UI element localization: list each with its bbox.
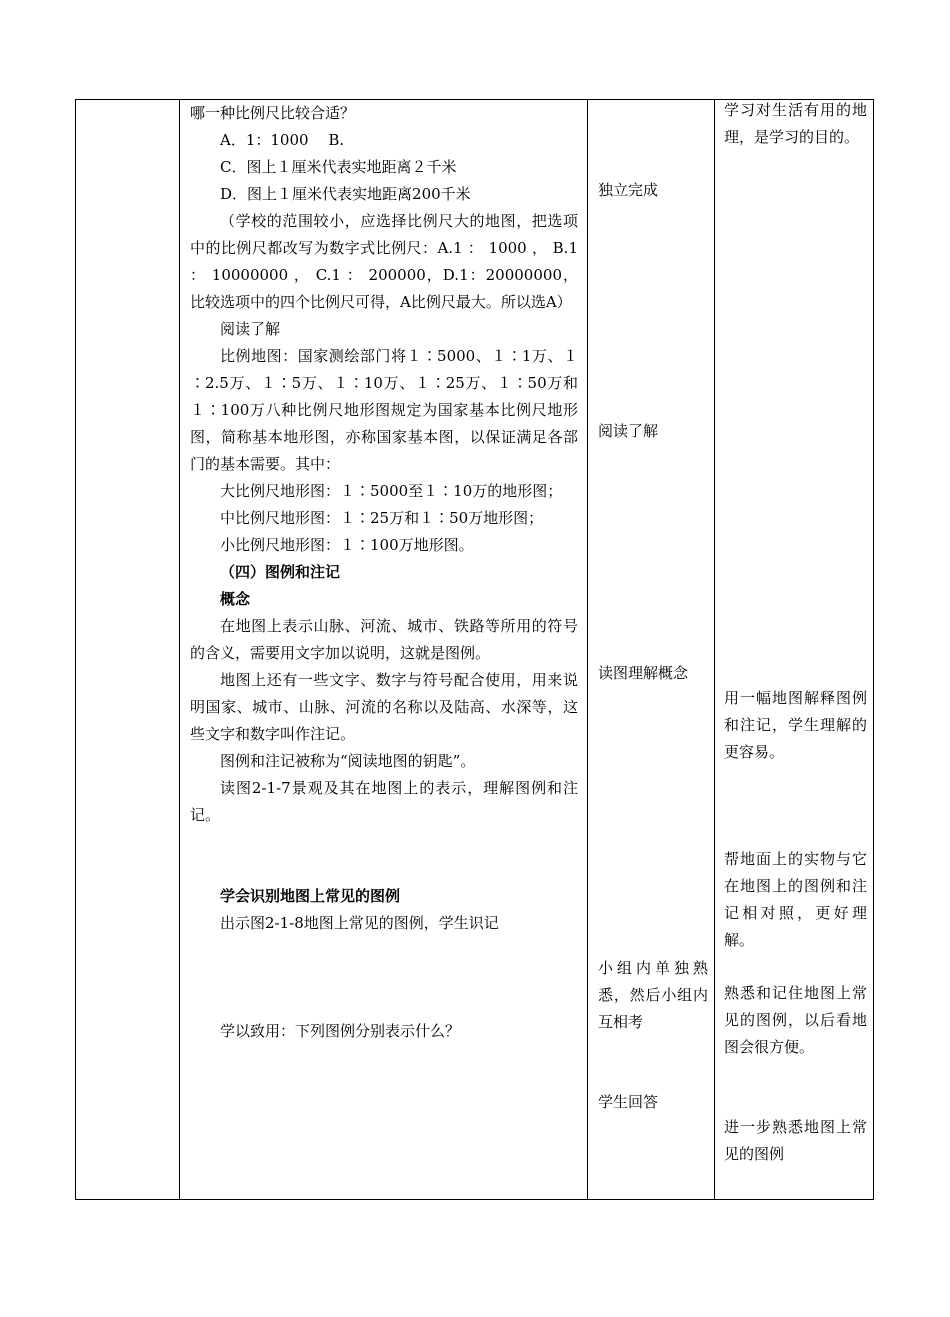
subheading-concept: 概念: [220, 590, 251, 608]
option-c: C．图上１厘米代表实地距离２千米: [220, 158, 457, 176]
intent-item: 进一步熟悉地图上常见的图例: [724, 1118, 867, 1163]
read-figure-paragraph: 读图2-1-7景观及其在地图上的表示，理解图例和注记。: [190, 779, 578, 824]
scale-map-paragraph: 比例地图：国家测绘部门将１∶5000、１∶1万、１∶2.5万、１∶5万、１∶10万、１∶25万、１∶50万和１∶100万八种比例尺地形图规定为国家基本比例尺地形图，简称基本地形图，亦称国家基本图，以保证满足各部门的基本需要。其中：: [190, 347, 578, 473]
text-line: 哪一种比例尺比较合适？: [190, 104, 356, 122]
large-scale-paragraph: 大比例尺地形图：１∶5000至１∶10万的地形图；: [220, 482, 563, 500]
design-intent-cell: [715, 100, 875, 1201]
section-heading: （四）图例和注记: [220, 563, 341, 581]
option-a-b: A．1：1000 B.: [220, 131, 345, 149]
small-scale-paragraph: 小比例尺地形图：１∶100万地形图。: [220, 536, 474, 554]
medium-scale-paragraph: 中比例尺地形图：１∶25万和１∶50万地形图；: [220, 509, 544, 527]
teaching-content-cell: [180, 100, 586, 1045]
key-paragraph: 图例和注记被称为“阅读地图的钥匙”。: [220, 752, 476, 770]
activity-item: 阅读了解: [598, 422, 659, 440]
legend-paragraph: 在地图上表示山脉、河流、城市、铁路等所用的符号的含义，需要用文字加以说明，这就是图例。: [190, 617, 578, 662]
lesson-plan-table: [75, 99, 874, 1200]
annotation-paragraph: 地图上还有一些文字、数字与符号配合使用，用来说明国家、城市、山脉、河流的名称以及陆高、水深等，这些文字和数字叫作注记。: [190, 671, 578, 743]
apply-question: 学以致用：下列图例分别表示什么？: [220, 1022, 461, 1040]
show-figure-paragraph: 出示图2-1-8地图上常见的图例，学生识记: [220, 914, 499, 932]
answer-explanation: （学校的范围较小，应选择比例尺大的地图，把选项中的比例尺都改写为数字式比例尺：A.1 ： 1000 ， B.1 ： 10000000 ， C.1 ： 200000，D.1：20000000，比较选项中的四个比例尺可得，A比例尺最大。所以选A）: [190, 212, 578, 311]
activity-item: 读图理解概念: [598, 664, 689, 682]
intent-item: 熟悉和记住地图上常见的图例，以后看地图会很方便。: [724, 984, 867, 1056]
activity-item: 小组内单独熟悉，然后小组内互相考: [598, 959, 708, 1031]
intent-item: 学习对生活有用的地理，是学习的目的。: [724, 101, 867, 146]
intent-item: 用一幅地图解释图例和注记，学生理解的更容易。: [724, 689, 867, 761]
activity-item: 学生回答: [598, 1093, 659, 1111]
option-d: D．图上１厘米代表实地距离200千米: [220, 185, 471, 203]
student-activity-cell: [588, 100, 714, 1201]
subheading-common-legends: 学会识别地图上常见的图例: [220, 887, 401, 905]
intent-item: 帮地面上的实物与它在地图上的图例和注记相对照，更好理解。: [724, 850, 867, 949]
activity-item: 独立完成: [598, 181, 659, 199]
text-line: 阅读了解: [220, 320, 281, 338]
